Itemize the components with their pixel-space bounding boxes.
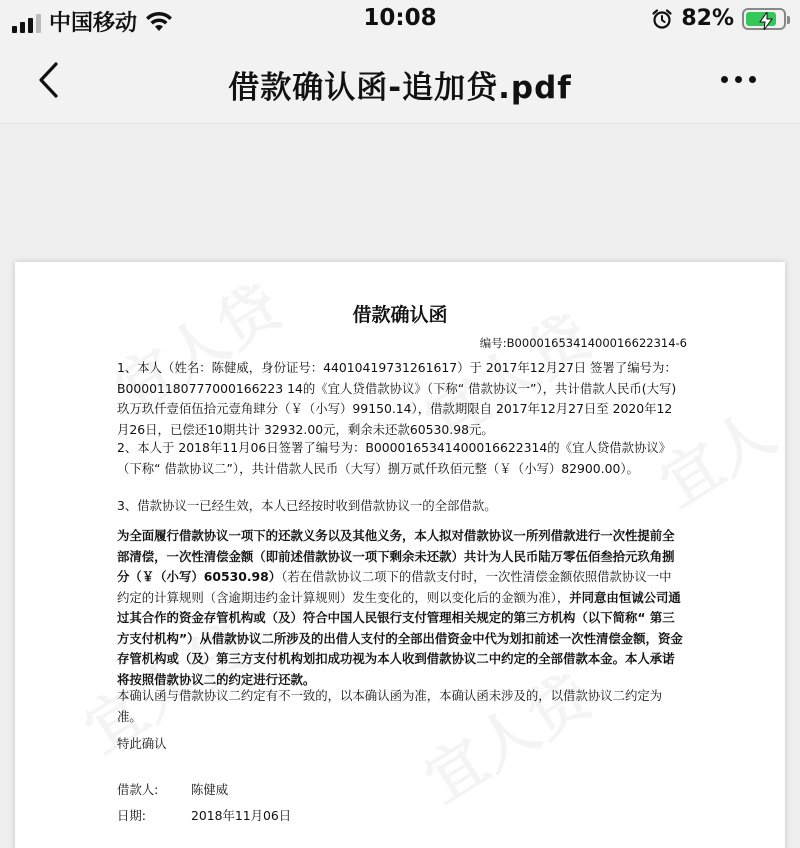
bold-text: 为全面履行借款协议一项下的还款义务以及其他义务，本人拟对借款协议一所列借款进行一次性提前全部清偿，一次性清偿金额（即前述借款协议一项下剩余未还款）共计为人民币陆万零伍佰叁拾元玖角捌分（￥（小写）60530.98） (117, 528, 675, 584)
battery-fill (746, 12, 776, 26)
borrower-label: 借款人: (117, 782, 159, 797)
more-dots-icon[interactable] (721, 76, 756, 83)
paragraph-text: 特此确认 (117, 736, 167, 751)
battery-tip (787, 16, 790, 24)
paragraph-text: 3、借款协议一已经生效，本人已经按时收到借款协议一的全部借款。 (117, 498, 497, 513)
normal-text: （若在借款协议二项下的借款支付时，一次性清偿金额依照借款协议一中约定的计算规则（含逾期违约金计算规则）发生变化的，则以变化后的金额为准）， (117, 569, 672, 605)
paragraph-3 (117, 496, 683, 517)
paragraph-4 (117, 526, 683, 690)
borrower-row (117, 780, 228, 798)
paragraph-text: 2、本人于 2018年11月06日签署了编号为：B0000165341400016622314的《宜人贷借款协议》（下称“ 借款协议二”），共计借款人民币（大写）捌万贰仟玖佰元整（￥（小写）82900.00）。 (117, 440, 672, 476)
battery-icon (742, 8, 786, 30)
paragraph-1 (117, 358, 683, 440)
page-title: 借款确认函-追加贷.pdf (228, 70, 572, 106)
document-number: 编号:B0000165341400016622314-6 (479, 336, 687, 350)
date-label: 日期: (117, 808, 146, 823)
battery-percentage: 82% (681, 6, 734, 31)
nav-bar (0, 40, 800, 124)
paragraph-5 (117, 686, 683, 727)
paragraph-2 (117, 438, 683, 479)
paragraph-text (117, 526, 683, 690)
borrower-name: 陈健威 (190, 782, 229, 797)
status-bar (0, 0, 800, 40)
bold-text: 并同意由恒诚公司通过其合作的资金存管机构或（及）符合中国人民银行支付管理相关规定的第三方机构（以下简称“ 第三方支付机构”）从借款协议二所涉及的出借人支付的全部出借资金中代为划扣前述一次性清偿金额，资金存管机构或（及）第三方支付机构划扣成功视为本人收到借款协议二中约定的全部借款本金。本人承诺将按照借款协议二的约定进行还款。 (117, 589, 683, 687)
date-value: 2018年11月06日 (190, 808, 292, 823)
alarm-icon (651, 8, 673, 30)
pdf-page[interactable] (15, 262, 785, 848)
charging-bolt-icon (758, 12, 774, 30)
paragraph-text: 1、本人（姓名：陈健威，身份证号：44010419731261617）于 2017年12月27日 签署了编号为：B00001180777000166223 14的《宜人贷借款协议》（下称“ 借款协议一”），共计借款人民币(大写)玖万玖仟壹佰伍拾元壹角肆分（￥（小写）99150.14），借款期限自 2017年12月27日至 2020年12月26日，已偿还10期共计 32932.00元，剩余未还款60530.98元。 (117, 360, 677, 437)
paragraph-6 (117, 734, 683, 755)
status-time: 10:08 (363, 5, 437, 31)
date-row (117, 806, 291, 824)
status-right (651, 6, 786, 31)
paragraph-text: 本确认函与借款协议二约定有不一致的，以本确认函为准，本确认函未涉及的，以借款协议二约定为准。 (117, 688, 663, 724)
document-title: 借款确认函 (352, 304, 448, 326)
carrier-name: 中国移动 (49, 11, 138, 36)
